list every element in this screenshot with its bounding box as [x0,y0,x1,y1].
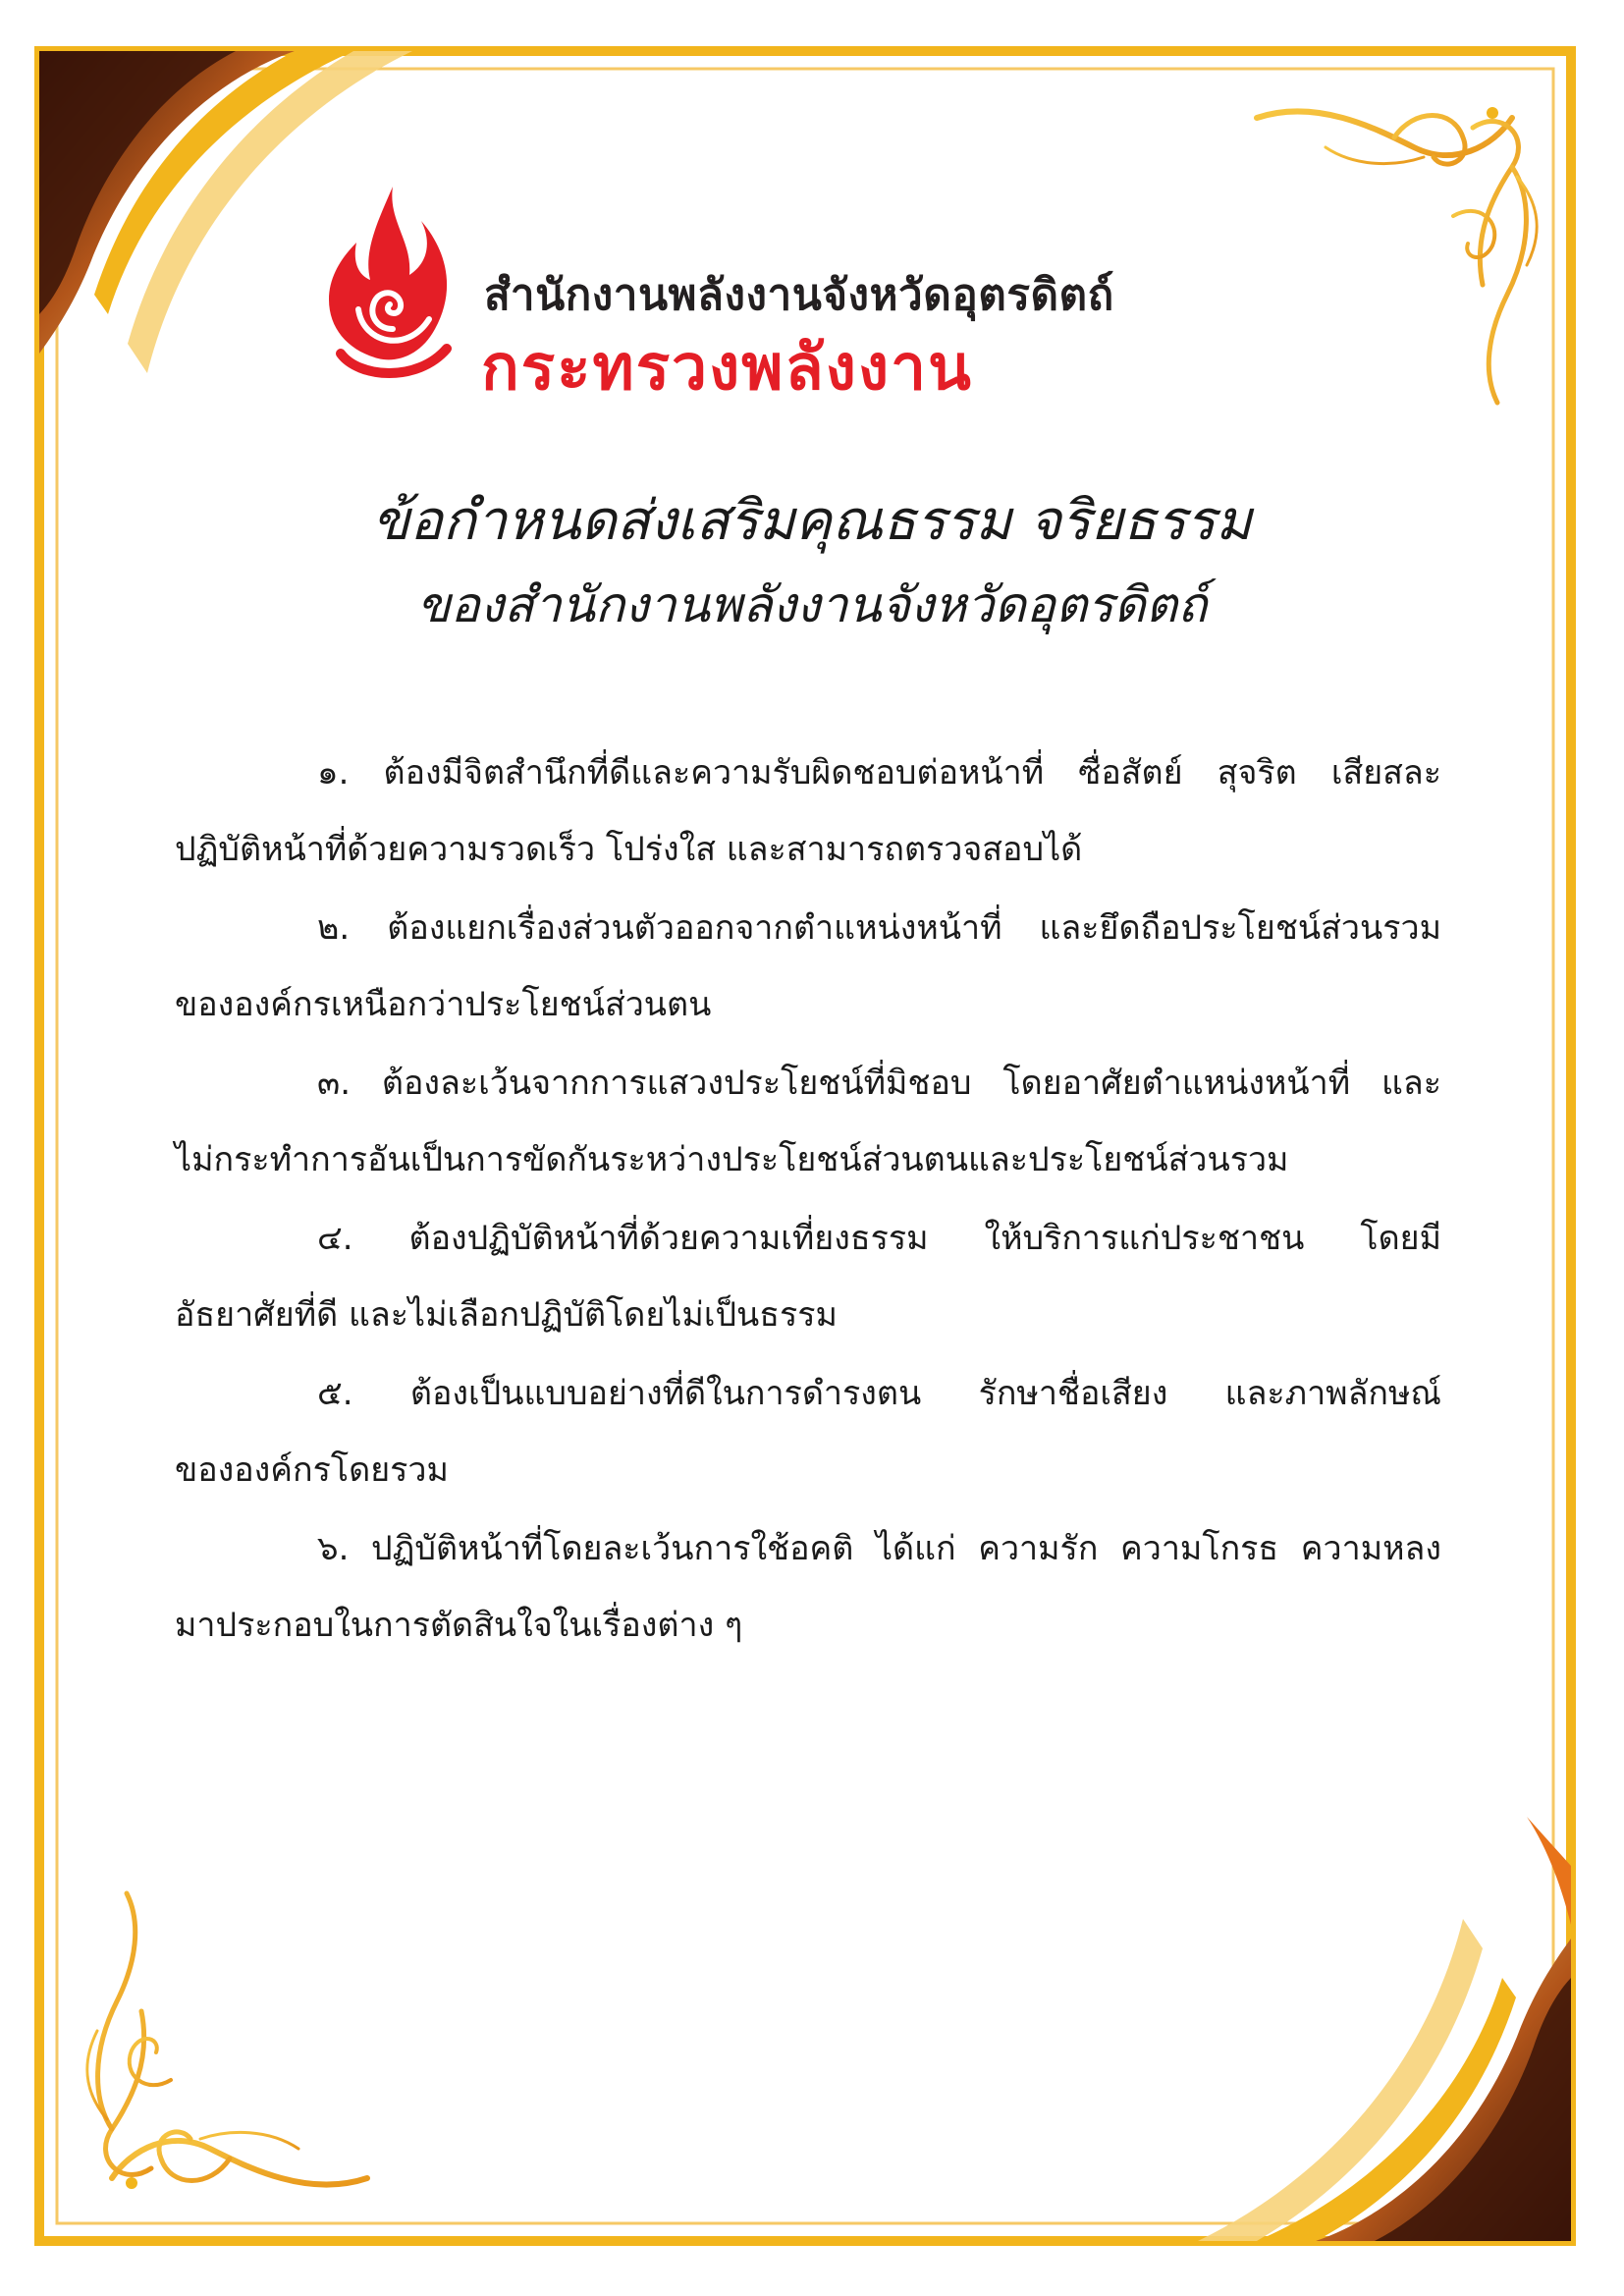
rule-first-line [175,1200,1441,1277]
rule-item [175,1045,1441,1198]
rule-text-segment: รักษาชื่อเสียง [978,1374,1168,1413]
document-title: ข้อกำหนดส่งเสริมคุณธรรม จริยธรรม [371,489,1253,553]
org-name: สำนักงานพลังงานจังหวัดอุตรดิตถ์ [484,270,1114,320]
flame-logo-icon [319,182,466,388]
rules-list [175,735,1441,1666]
rule-text-segment: ต้องแยกเรื่องส่วนตัวออกจากตำแหน่งหน้าที่ [387,908,1002,948]
rule-continuation-line: ไม่กระทำการอันเป็นการขัดกันระหว่างประโยชน์ส่วนตนและประโยชน์ส่วนรวม [175,1140,1289,1179]
rule-text-segment: ความหลง [1300,1529,1441,1568]
rule-continuation-line: ขององค์กรโดยรวม [175,1450,449,1490]
rule-item [175,1510,1441,1664]
rule-first-line [175,890,1441,966]
org-header [319,182,1301,408]
rule-text-segment: ได้แก่ [875,1529,956,1568]
rule-text-segment: ต้องมีจิตสำนึกที่ดีและความรับผิดชอบต่อหน้าที่ [383,753,1045,793]
rule-first-line [175,1510,1441,1587]
rule-text-segment: และยึดถือประโยชน์ส่วนรวม [1039,908,1441,948]
corner-sweep-bottom-right [1198,1817,1571,2241]
rule-first-line [175,1045,1441,1121]
rule-text-segment: ซื่อสัตย์ [1078,753,1183,793]
rule-item [175,1355,1441,1508]
rule-first-line [175,1355,1441,1432]
rule-number: ๑. [317,753,350,793]
rule-text-segment: ให้บริการแก่ประชาชน [984,1219,1305,1258]
rule-text-segment: ต้องเป็นแบบอย่างที่ดีในการดำรงตน [409,1374,922,1413]
rule-continuation-line: อัธยาศัยที่ดี และไม่เลือกปฏิบัติโดยไม่เป็นธรรม [175,1295,838,1335]
rule-continuation-line: มาประกอบในการตัดสินใจในเรื่องต่าง ๆ [175,1606,743,1645]
rule-text-segment: ความรัก [978,1529,1099,1568]
rule-text-segment: และ [1380,1064,1441,1103]
rule-text-segment: ต้องปฏิบัติหน้าที่ด้วยความเที่ยงธรรม [408,1219,929,1258]
rule-number: ๖. [317,1529,350,1568]
rule-number: ๕. [317,1374,353,1413]
rule-text-segment: ปฏิบัติหน้าที่โดยละเว้นการใช้อคติ [370,1529,854,1568]
rule-text-segment: โดยมี [1360,1219,1441,1258]
rule-continuation-line: ปฏิบัติหน้าที่ด้วยความรวดเร็ว โปร่งใส และสามารถตรวจสอบได้ [175,830,1083,869]
corner-ornament-icon [87,1893,367,2189]
rule-item [175,1200,1441,1353]
rule-number: ๒. [317,908,351,948]
document-subtitle: ของสำนักงานพลังงานจังหวัดอุตรดิตถ์ [416,576,1208,633]
rule-first-line [175,735,1441,811]
rule-continuation-line: ขององค์กรเหนือกว่าประโยชน์ส่วนตน [175,985,712,1024]
rule-number: ๔. [317,1219,353,1258]
rule-text-segment: และภาพลักษณ์ [1224,1374,1441,1413]
ministry-name: กระทรวงพลังงาน [481,332,973,405]
rule-number: ๓. [317,1064,352,1103]
rule-item [175,735,1441,888]
rule-item [175,890,1441,1043]
rule-text-segment: ความโกรธ [1119,1529,1279,1568]
rule-text-segment: ต้องละเว้นจากการแสวงประโยชน์ที่มิชอบ [381,1064,972,1103]
rule-text-segment: โดยอาศัยตำแหน่งหน้าที่ [1002,1064,1351,1103]
rule-text-segment: สุจริต [1217,753,1297,793]
rule-text-segment: เสียสละ [1330,753,1441,793]
